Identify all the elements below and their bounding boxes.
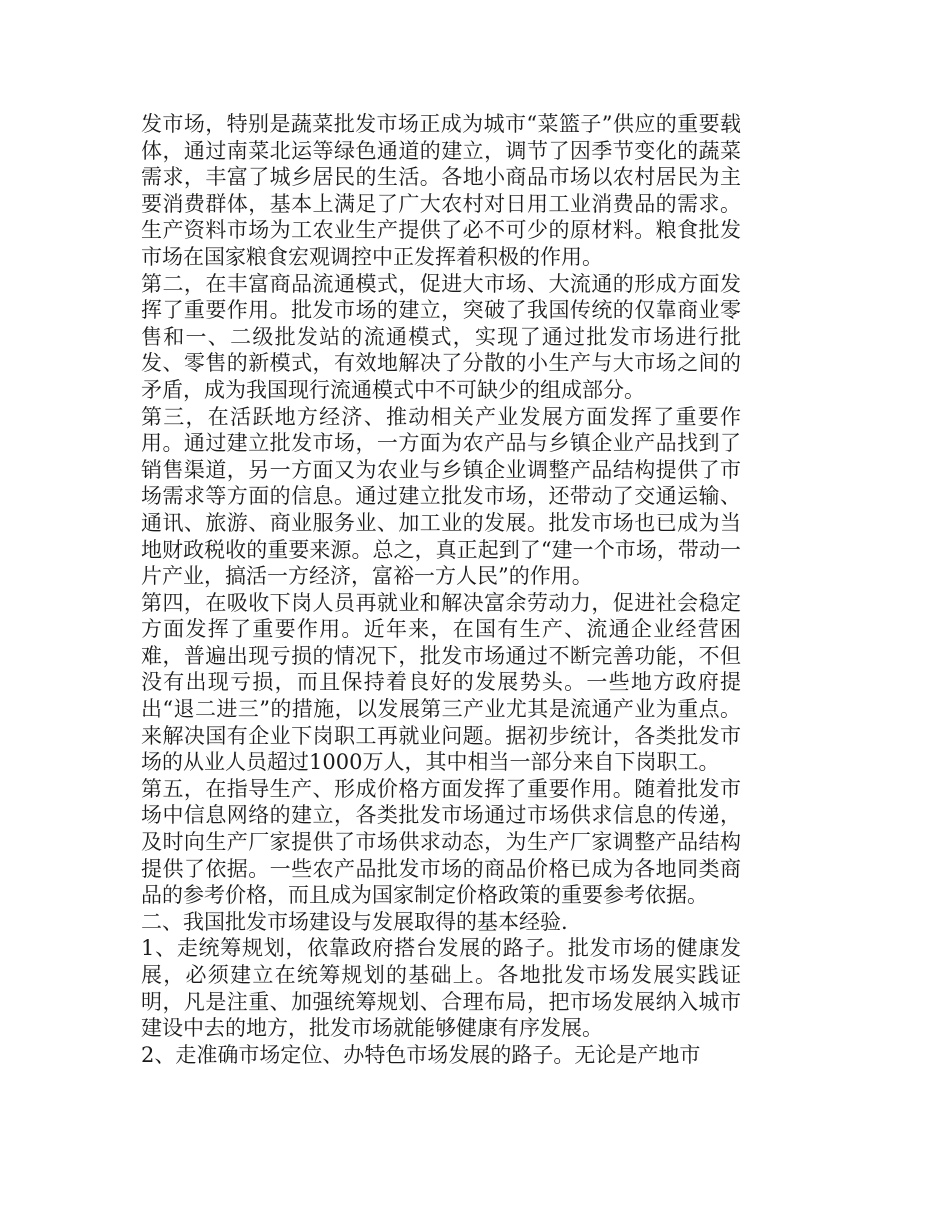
paragraph-experience-2: 2、走准确市场定位、办特色市场发展的路子。无论是产地市	[141, 1042, 701, 1067]
paragraph-third-point: 第三，在活跃地方经济、推动相关产业发展方面发挥了重要作用。通过建立批发市场，一方面为农产品与乡镇企业产品找到了销售渠道，另一方面又为农业与乡镇企业调整产品结构提供了市场需求等方面的信息。通过建立批发市场，还带动了交通运输、通讯、旅游、商业服务业、加工业的发展。批发市场也已成为当地财政税收的重要来源。总之，真正起到了“建一个市场，带动一片产业，搞活一方经济，富裕一方人民”的作用。	[141, 404, 741, 589]
paragraph-second-point: 第二，在丰富商品流通模式，促进大市场、大流通的形成方面发挥了重要作用。批发市场的建立，突破了我国传统的仅靠商业零售和一、二级批发站的流通模式，实现了通过批发市场进行批发、零售的新模式，有效地解决了分散的小生产与大市场之间的矛盾，成为我国现行流通模式中不可缺少的组成部分。	[141, 271, 741, 402]
section-heading-basic-experience: 二、我国批发市场建设与发展取得的基本经验.	[141, 909, 568, 934]
paragraph-fifth-point: 第五，在指导生产、形成价格方面发挥了重要作用。随着批发市场中信息网络的建立，各类批发市场通过市场供求信息的传递，及时向生产厂家提供了市场供求动态，为生产厂家调整产品结构提供了依据。一些农产品批发市场的商品价格已成为各地同类商品的参考价格，而且成为国家制定价格政策的重要参考依据。	[141, 776, 741, 908]
paragraph-fourth-point: 第四，在吸收下岗人员再就业和解决富余劳动力，促进社会稳定方面发挥了重要作用。近年来，在国有生产、流通企业经营困难，普遍出现亏损的情况下，批发市场通过不断完善功能，不但没有出现亏损，而且保持着良好的发展势头。一些地方政府提出“退二进三”的措施，以发展第三产业尤其是流通产业为重点。来解决国有企业下岗职工再就业问题。据初步统计，各类批发市场的从业人员超过1000万人，其中相当一部分来自下岗职工。	[141, 590, 741, 775]
document-body	[141, 111, 741, 1068]
paragraph-market-role: 发市场，特别是蔬菜批发市场正成为城市“菜篮子”供应的重要载体，通过南菜北运等绿色通道的建立，调节了因季节变化的蔬菜需求，丰富了城乡居民的生活。各地小商品市场以农村居民为主要消费群体，基本上满足了广大农村对日用工业消费品的需求。生产资料市场为工农业生产提供了必不可少的原材料。粮食批发市场在国家粮食宏观调控中正发挥着积极的作用。	[141, 112, 741, 269]
paragraph-experience-1: 1、走统筹规划，依靠政府搭台发展的路子。批发市场的健康发展，必须建立在统筹规划的基础上。各地批发市场发展实践证明，凡是注重、加强统筹规划、合理布局，把市场发展纳入城市建设中去的地方，批发市场就能够健康有序发展。	[141, 936, 741, 1041]
